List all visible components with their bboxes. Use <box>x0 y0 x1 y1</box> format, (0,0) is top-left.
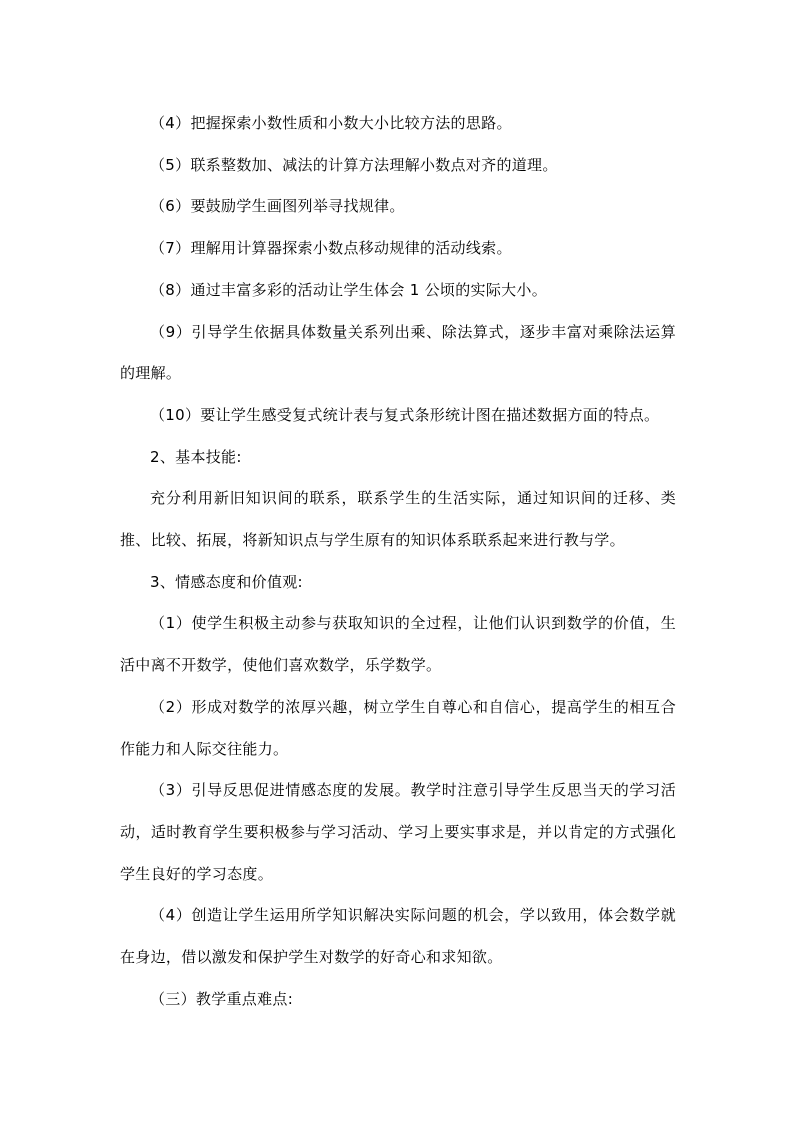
paragraph-item-8: （8）通过丰富多彩的活动让学生体会 1 公顷的实际大小。 <box>150 280 548 299</box>
paragraph-attitude-4: （4）创造让学生运用所学知识解决实际问题的机会，学以致用，体会数学就在身边，借以激发和保护学生对数学的好奇心和求知欲。 <box>120 906 676 967</box>
paragraph-item-10: （10）要让学生感受复式统计表与复式条形统计图在描述数据方面的特点。 <box>150 405 660 424</box>
section-heading-attitudes-values: 3、情感态度和价值观: <box>150 572 303 591</box>
paragraph-item-4: （4）把握探索小数性质和小数大小比较方法的思路。 <box>150 114 512 132</box>
paragraph-attitude-2: （2）形成对数学的浓厚兴趣，树立学生自尊心和自信心，提高学生的相互合作能力和人际交往能力。 <box>120 697 676 758</box>
paragraph-attitude-1: （1）使学生积极主动参与获取知识的全过程，让他们认识到数学的价值，生活中离不开数学，使他们喜欢数学，乐学数学。 <box>120 614 676 675</box>
paragraph-basic-skills: 充分利用新旧知识间的联系，联系学生的生活实际，通过知识间的迁移、类推、比较、拓展，将新知识点与学生原有的知识体系联系起来进行教与学。 <box>120 489 676 550</box>
paragraph-attitude-3: （3）引导反思促进情感态度的发展。教学时注意引导学生反思当天的学习活动，适时教育学生要积极参与学习活动、学习上要实事求是，并以肯定的方式强化学生良好的学习态度。 <box>120 781 676 883</box>
document-body <box>120 103 676 1020</box>
section-heading-basic-skills: 2、基本技能: <box>150 447 242 466</box>
paragraph-item-9: （9）引导学生依据具体数量关系列出乘、除法算式，逐步丰富对乘除法运算的理解。 <box>120 322 676 383</box>
paragraph-item-7: （7）理解用计算器探索小数点移动规律的活动线索。 <box>150 239 512 258</box>
paragraph-item-6: （6）要鼓励学生画图列举寻找规律。 <box>150 197 405 216</box>
section-heading-key-points: （三）教学重点难点: <box>150 989 294 1008</box>
paragraph-item-5: （5）联系整数加、减法的计算方法理解小数点对齐的道理。 <box>150 155 558 174</box>
